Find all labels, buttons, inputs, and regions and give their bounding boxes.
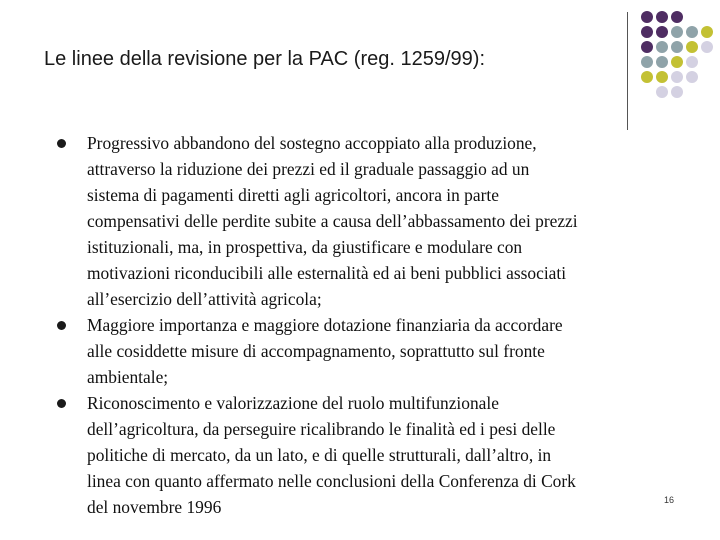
decorative-dot [641,26,653,38]
decorative-dot [686,41,698,53]
bullet-dot-icon [57,139,66,148]
bullet-text [87,130,667,312]
decorative-dot [686,71,698,83]
decorative-dot [671,11,683,23]
bullet-item [57,130,667,312]
bullet-line: Maggiore importanza e maggiore dotazione finanziaria da accordare [87,315,563,335]
decorative-dot [641,71,653,83]
bullet-dot-icon [57,399,66,408]
bullet-line: politiche di mercato, da un lato, e di quelle strutturali, dall’altro, in [87,445,552,465]
bullet-line: sistema di pagamenti diretti agli agricoltori, ancora in parte [87,185,499,205]
decorative-dot [686,26,698,38]
decorative-dot [656,11,668,23]
decorative-dot [701,26,713,38]
bullet-item [57,390,667,520]
decorative-dot [671,26,683,38]
bullet-text [87,390,667,520]
decorative-dot [656,26,668,38]
bullet-line: ambientale; [87,367,169,387]
decorative-dot [701,41,713,53]
decorative-dot [671,86,683,98]
decorative-dot [656,71,668,83]
bullet-line: del novembre 1996 [87,497,222,517]
bullet-dot-icon [57,321,66,330]
bullet-text [87,312,667,390]
decorative-dot [671,71,683,83]
bullet-line: dell’agricoltura, da perseguire ricalibrando le finalità ed i pesi delle [87,419,556,439]
bullet-line: istituzionali, ma, in prospettiva, da giustificare e modulare con [87,237,523,257]
bullet-line: Riconoscimento e valorizzazione del ruolo multifunzionale [87,393,499,413]
decorative-dot [671,56,683,68]
bullet-line: linea con quanto affermato nelle conclusioni della Conferenza di Cork [87,471,576,491]
title-divider-line [627,12,628,130]
decorative-dot-grid [641,11,720,121]
bullet-line: attraverso la riduzione dei prezzi ed il graduale passaggio ad un [87,159,530,179]
page-number: 16 [664,495,675,505]
bullet-line: all’esercizio dell’attività agricola; [87,289,322,309]
slide-title: Le linee della revisione per la PAC (reg. 1259/99): [44,48,485,70]
decorative-dot [686,56,698,68]
bullet-item [57,312,667,390]
decorative-dot [656,41,668,53]
bullet-line: alle cosiddette misure di accompagnamento, soprattutto sul fronte [87,341,545,361]
bullet-line: Progressivo abbandono del sostegno accoppiato alla produzione, [87,133,537,153]
decorative-dot [656,86,668,98]
decorative-dot [641,56,653,68]
bullet-list [57,130,667,520]
decorative-dot [641,11,653,23]
decorative-dot [656,56,668,68]
bullet-line: motivazioni riconducibili alle esternalità ed ai beni pubblici associati [87,263,567,283]
bullet-line: compensativi delle perdite subite a causa dell’abbassamento dei prezzi [87,211,578,231]
decorative-dot [641,41,653,53]
decorative-dot [671,41,683,53]
